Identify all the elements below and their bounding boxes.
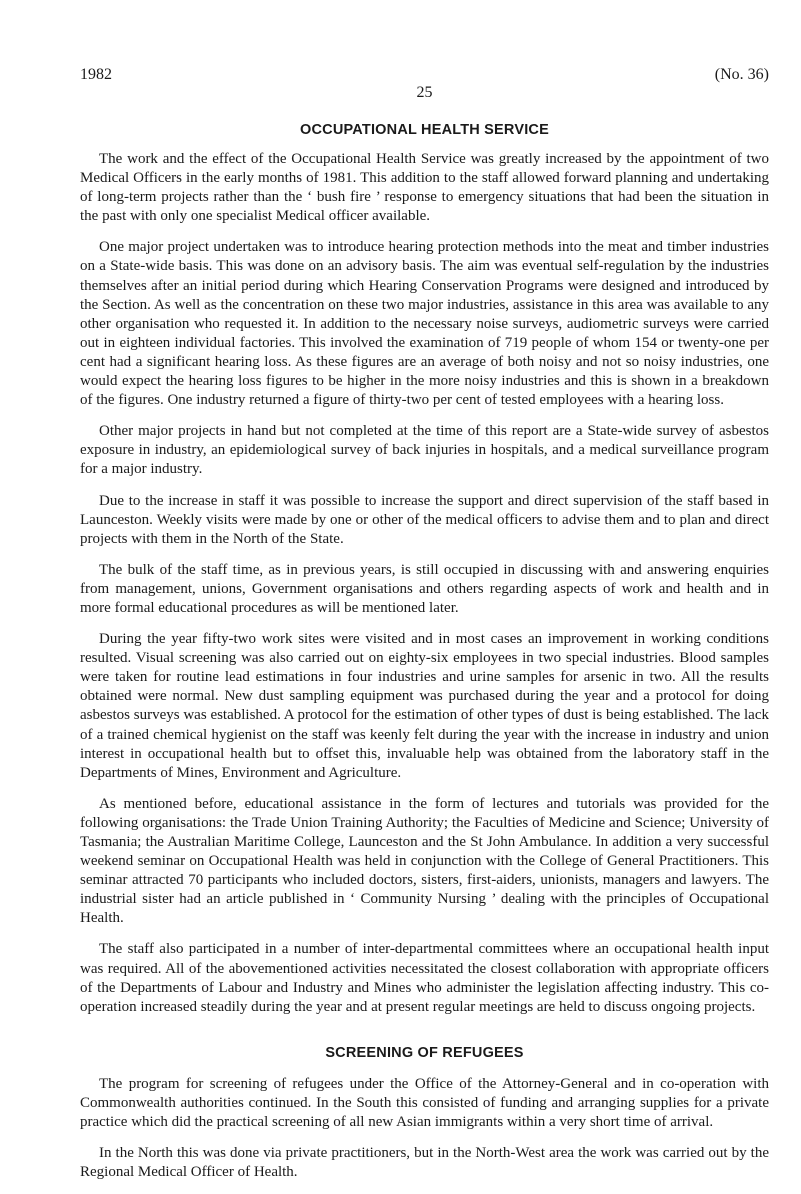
paragraph: As mentioned before, educational assistance in the form of lectures and tutorials was provided for the following organisations: the Trade Union Training Authority; the Faculties of Medicine and Science; University of Tasmania; the Australian Maritime College, Launceston and the St John Ambulance. In addition a very successful weekend seminar on Occupational Health was held in conjunction with the College of General Practitioners. This seminar attracted 70 participants who included doctors, sisters, first-aiders, unionists, managers and lawyers. The industrial sister had an article published in ‘ Community Nursing ’ dealing with the principles of Occupational Health.: [80, 795, 769, 927]
section-occupational-health: [80, 122, 769, 1017]
paragraph: Due to the increase in staff it was possible to increase the support and direct supervision of the staff based in Launceston. Weekly visits were made by one or other of the medical officers to advise them and to plan and direct projects with them in the North of the State.: [80, 492, 769, 547]
paragraph: The staff also participated in a number of inter-departmental committees where an occupational health input was required. All of the abovementioned activities necessitated the closest collaboration with appropriate officers of the Departments of Labour and Industry and Mines who administer the legislation affecting industry. This co-operation increased steadily during the year and at present regular meetings are held to discuss ongoing projects.: [80, 941, 769, 1015]
paragraph: During the year fifty-two work sites were visited and in most cases an improvement in working conditions resulted. Visual screening was also carried out on eighty-six employees in two special industries. Blood samples were taken for routine lead estimations in four industries and urine samples for arsenic in two. All the results obtained were normal. New dust sampling equipment was purchased during the year and a protocol for doing asbestos surveys was established. A protocol for the estimation of other types of dust is being established. The lack of a trained chemical hygienist on the staff was keenly felt during the year with the increase in industry and union interest in occupational health but to offset this, invaluable help was obtained from the laboratory staff in the Departments of Mines, Environment and Agriculture.: [80, 631, 769, 781]
paragraph: The program for screening of refugees under the Office of the Attorney-General and in co-operation with Commonwealth authorities continued. In the South this consisted of funding and arranging supplies for a private practice which did the practical screening of all new Asian immigrants within a very short time of arrival.: [80, 1075, 769, 1131]
section-heading: OCCUPATIONAL HEALTH SERVICE: [300, 122, 549, 138]
section-screening-of-refugees: [80, 1045, 769, 1182]
running-header: [80, 66, 769, 104]
header-year: 1982: [80, 66, 112, 83]
paragraph: One major project undertaken was to introduce hearing protection methods into the meat and timber industries on a State-wide basis. This was done on an advisory basis. The aim was eventual self-regulation by the industries themselves after an initial period during which Hearing Conservation Programs were designed and introduced by the Section. As well as the concentration on these two major industries, assistance in this area was available to any other organisation who requested it. In addition to the necessary noise surveys, audiometric surveys were carried out in eighteen individual factories. This involved the examination of 719 people of whom 154 or twenty-one per cent had a significant hearing loss. As these figures are an average of both noisy and not so noisy industries, one would expect the hearing loss figures to be higher in the more noisy industries and this is shown in a breakdown of the figures. One industry returned a figure of thirty-two per cent of tested employees with a hearing loss.: [80, 239, 769, 409]
paragraph: In the North this was done via private practitioners, but in the North-West area the work was carried out by the Regional Medical Officer of Health.: [80, 1145, 769, 1181]
header-document-number: (No. 36): [714, 66, 769, 83]
paragraph: The work and the effect of the Occupational Health Service was greatly increased by the appointment of two Medical Officers in the early months of 1981. This addition to the staff allowed forward planning and undertaking of long-term projects rather than the ‘ bush fire ’ response to emergency situations that had been the situation in the past with only one specialist Medical officer available.: [80, 151, 769, 225]
paragraph: Other major projects in hand but not completed at the time of this report are a State-wide survey of asbestos exposure in industry, an epidemiological survey of back injuries in hospitals, and a medical surveillance program for a major industry.: [80, 423, 769, 478]
section-heading: SCREENING OF REFUGEES: [325, 1044, 524, 1061]
paragraph: The bulk of the staff time, as in previous years, is still occupied in discussing with and answering enquiries from management, unions, Government organisations and others regarding aspects of work and health and in more formal educational procedures as will be mentioned later.: [80, 561, 769, 616]
document-page: [80, 66, 769, 1194]
page-number: 25: [416, 84, 433, 101]
